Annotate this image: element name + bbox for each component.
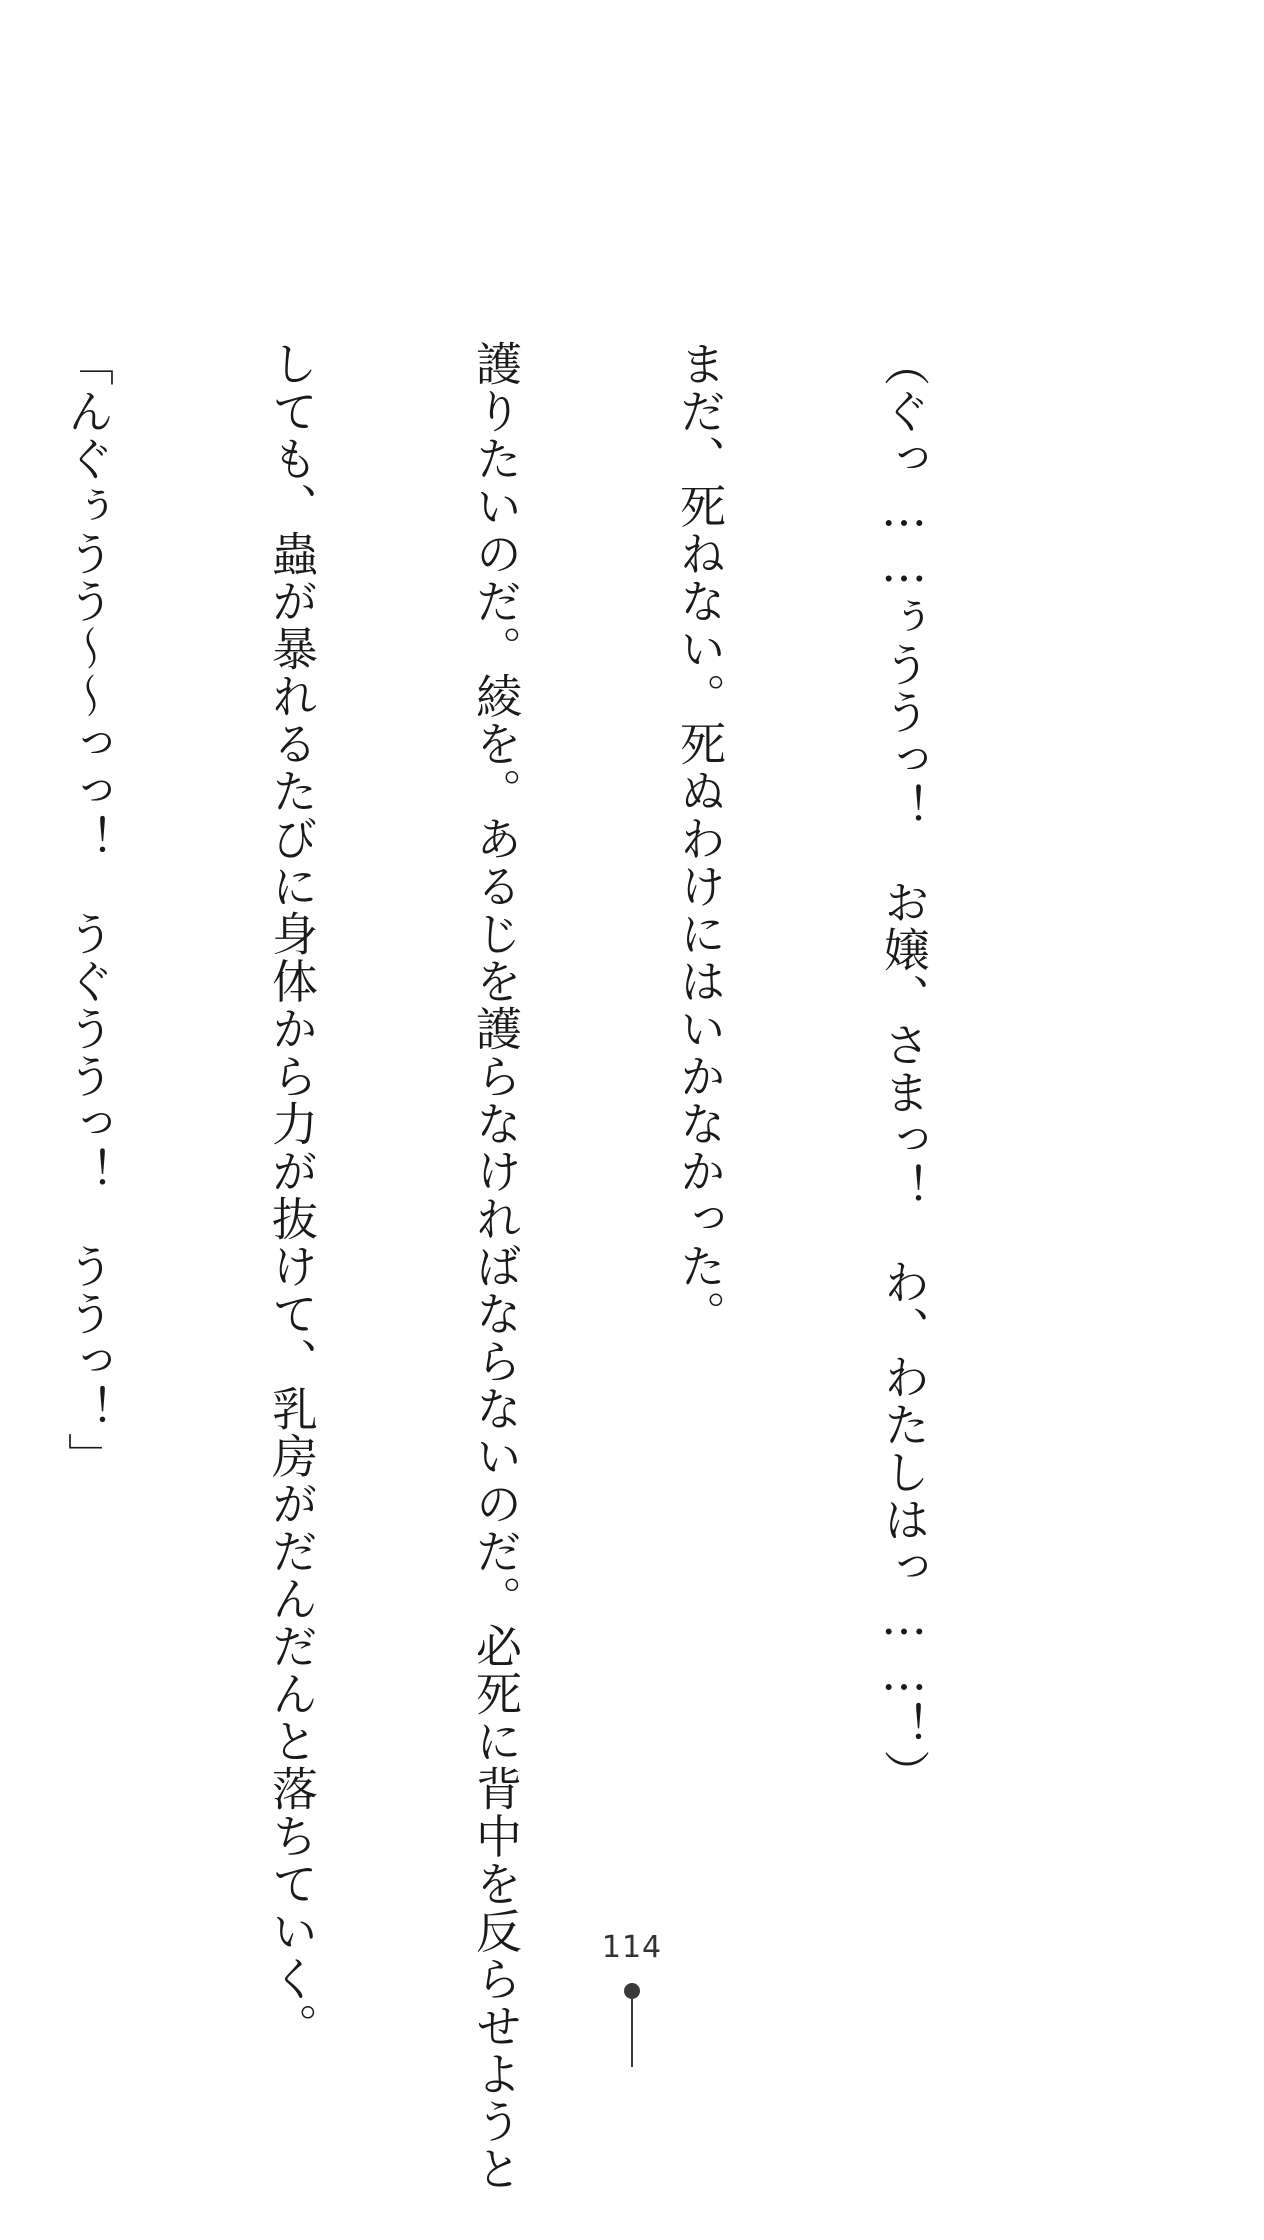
text-line: まだ、死ねない。死ぬわけにはいかなかった。	[673, 340, 727, 1338]
text-line: （ぐっ……ぅううっ！ お嬢、さまっ！ わ、わたしはっ……！）	[877, 340, 931, 1797]
page-footer	[0, 1930, 1264, 1965]
text-line: 護りたいのだ。綾を。あるじを護らなければならないのだ。必死に背中を反らせようと	[469, 340, 523, 2193]
page-marker-line	[631, 1999, 633, 2067]
text-line: 「んぐぅうう〜〜っっ！ うぐううっ！ ううっ！」	[61, 340, 115, 1480]
page-marker-dot-icon	[624, 1983, 640, 1999]
text-line: しても、蟲が暴れるたびに身体から力が抜けて、乳房がだんだんと落ちていく。	[265, 340, 319, 2050]
page-number: 114	[601, 1930, 663, 1965]
